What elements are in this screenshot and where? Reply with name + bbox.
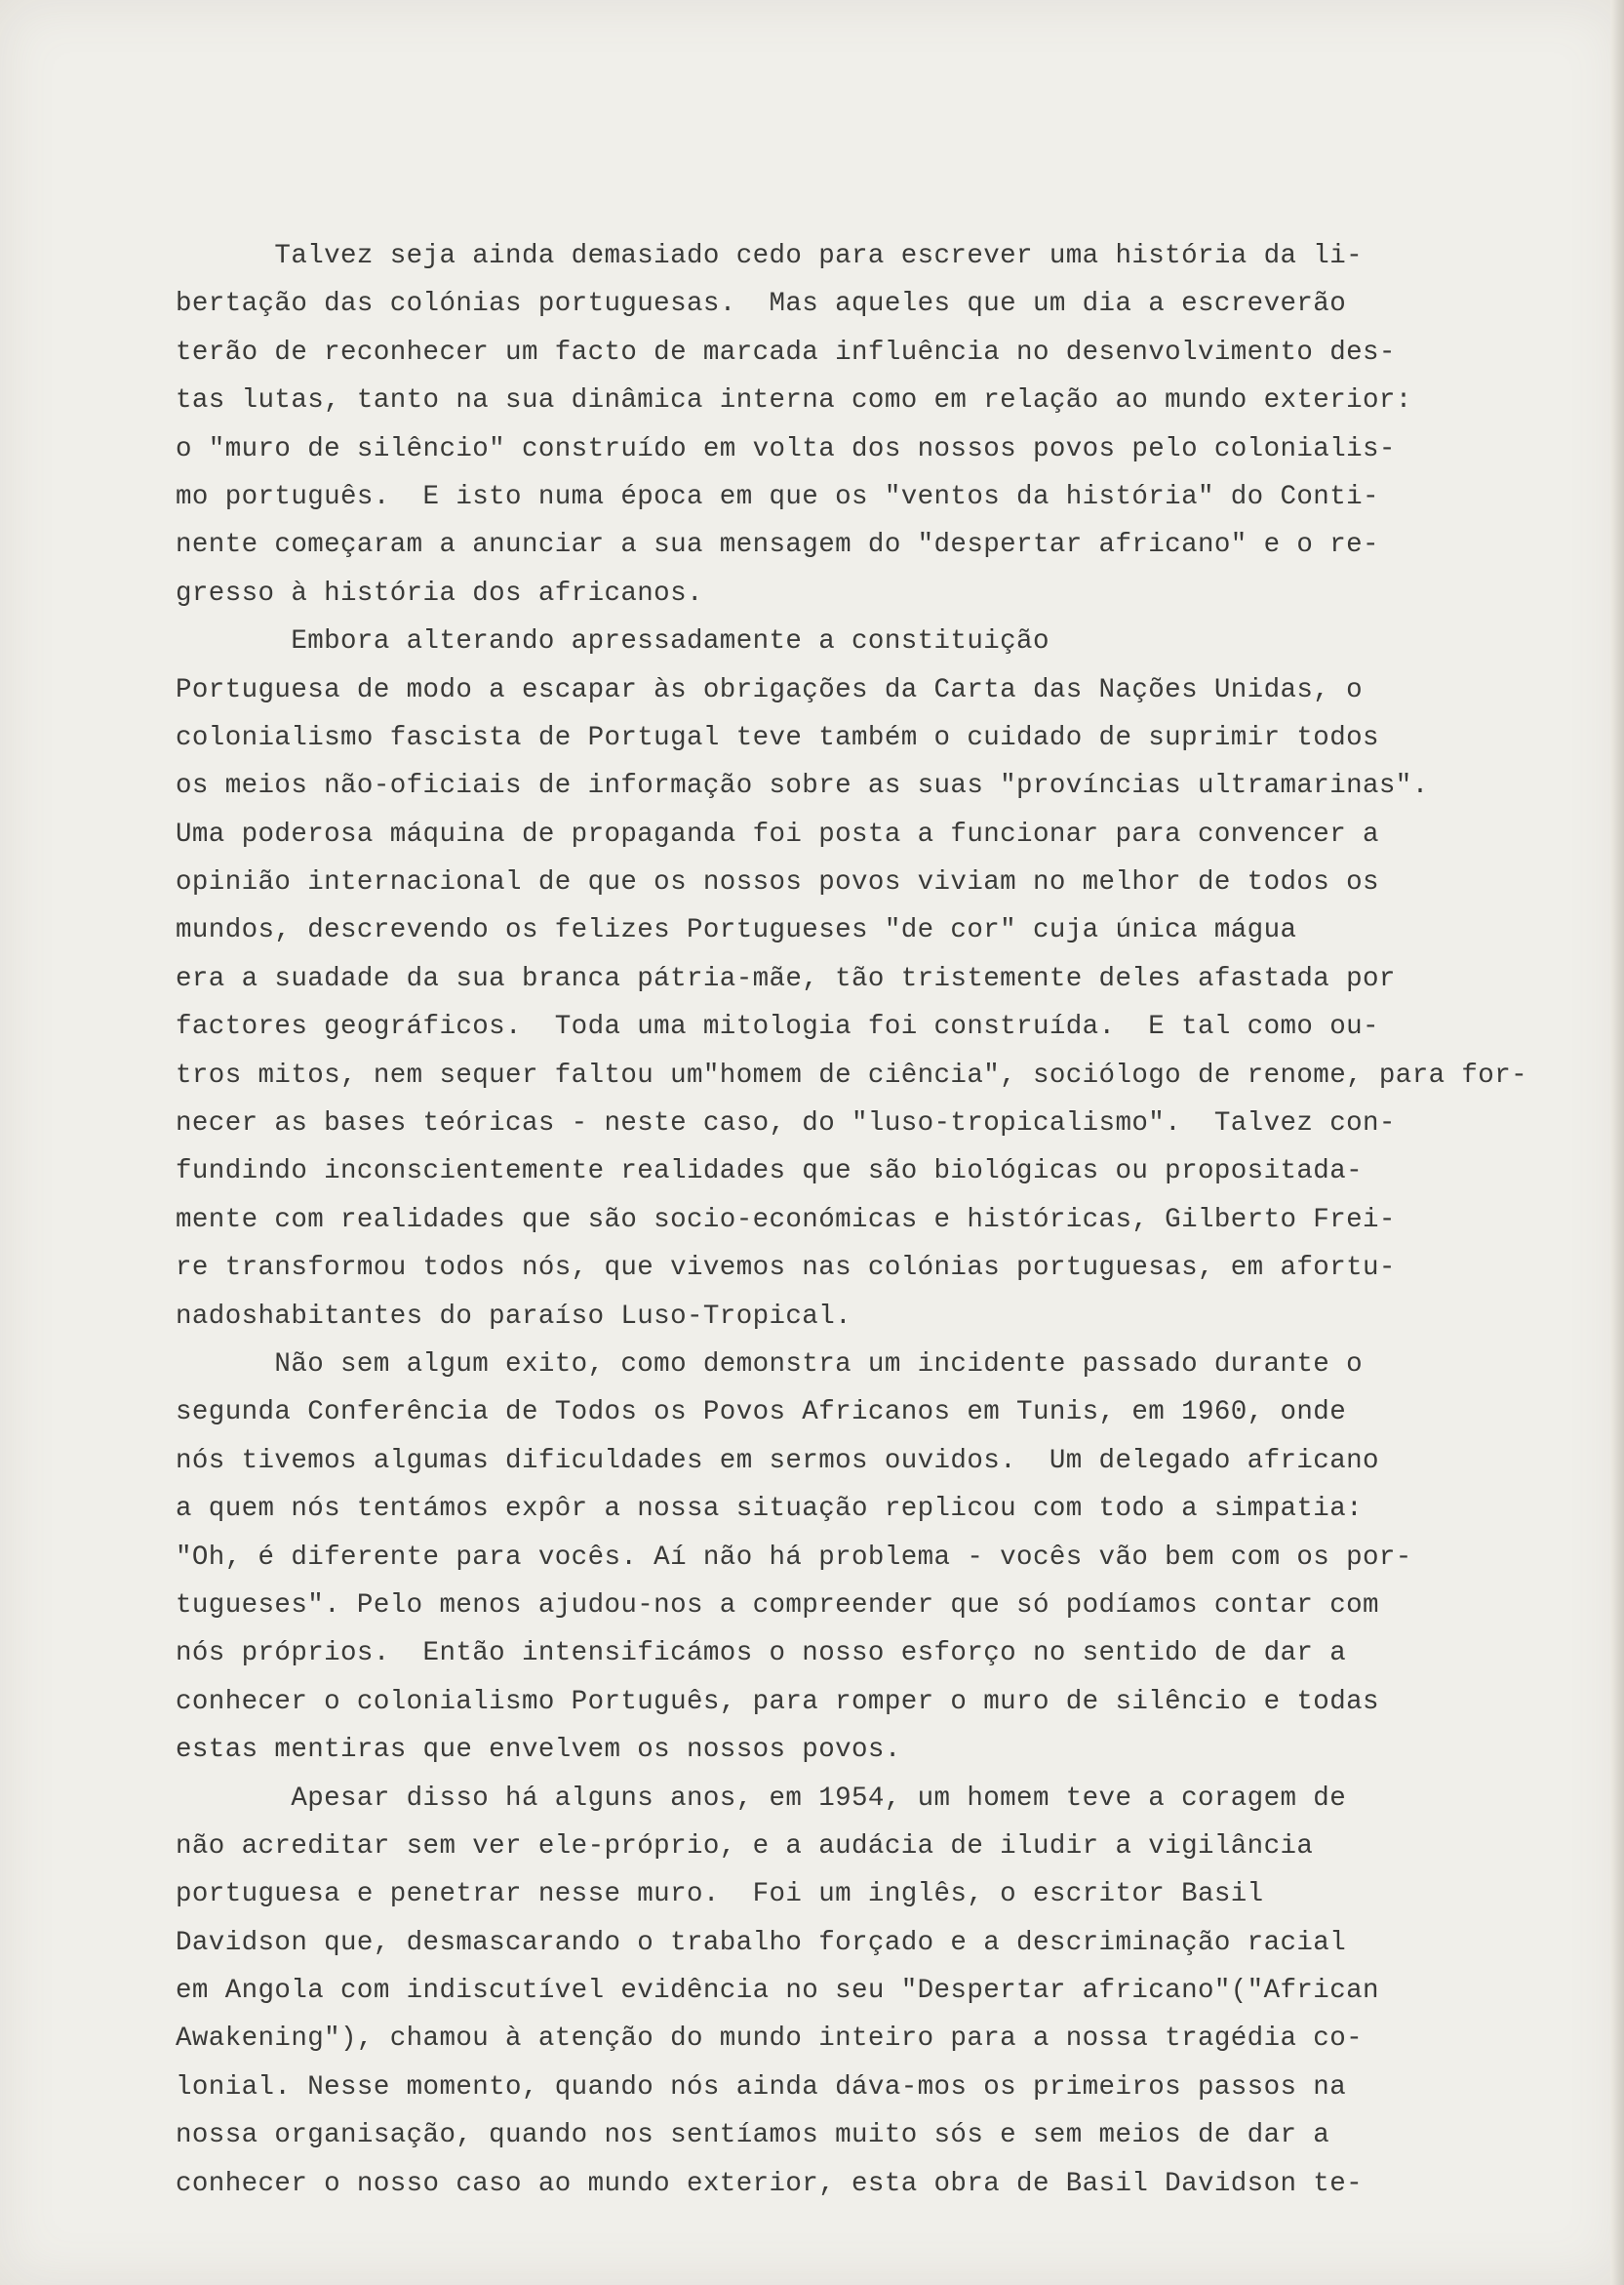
- text-line: opinião internacional de que os nossos povos viviam no melhor de todos os: [176, 867, 1379, 899]
- text-line: Talvez seja ainda demasiado cedo para escrever uma história da li-: [176, 241, 1363, 271]
- body-text: [176, 232, 1528, 2208]
- text-line: a quem nós tentámos expôr a nossa situação replicou com todo a simpatia:: [176, 1494, 1363, 1525]
- text-line: fundindo inconscientemente realidades que são biológicas ou propositada-: [176, 1156, 1363, 1187]
- text-line: Portuguesa de modo a escapar às obrigações da Carta das Nações Unidas, o: [176, 674, 1363, 705]
- text-line: mo português. E isto numa época em que os "ventos da história" do Conti-: [176, 481, 1379, 512]
- text-line: mente com realidades que são socio-económicas e históricas, Gilberto Frei-: [176, 1204, 1396, 1235]
- text-line: os meios não-oficiais de informação sobre as suas "províncias ultramarinas".: [176, 771, 1429, 802]
- text-line: em Angola com indiscutível evidência no seu "Despertar africano"("African: [176, 1976, 1379, 2007]
- text-line: factores geográficos. Toda uma mitologia foi construída. E tal como ou-: [176, 1012, 1379, 1043]
- text-line: necer as bases teóricas - neste caso, do "luso-tropicalismo". Talvez con-: [176, 1108, 1396, 1140]
- text-line: não acreditar sem ver ele-próprio, e a audácia de iludir a vigilância: [176, 1830, 1314, 1862]
- text-line: colonialismo fascista de Portugal teve também o cuidado de suprimir todos: [176, 722, 1379, 753]
- paragraph: [176, 1775, 1522, 2209]
- text-line: Awakening"), chamou à atenção do mundo inteiro para a nossa tragédia co-: [176, 2024, 1363, 2055]
- text-line: estas mentiras que envelvem os nossos povos.: [176, 1735, 901, 1766]
- text-line: Uma poderosa máquina de propaganda foi posta a funcionar para convencer a: [176, 819, 1379, 850]
- text-line: nossa organisação, quando nos sentíamos muito sós e sem meios de dar a: [176, 2120, 1330, 2151]
- text-line: tas lutas, tanto na sua dinâmica interna como em relação ao mundo exterior:: [176, 385, 1412, 417]
- text-line: Apesar disso há alguns anos, em 1954, um homem teve a coragem de: [176, 1783, 1347, 1814]
- text-line: portuguesa e penetrar nesse muro. Foi um inglês, o escritor Basil: [176, 1879, 1264, 1910]
- text-line: nós tivemos algumas dificuldades em sermos ouvidos. Um delegado africano: [176, 1445, 1379, 1476]
- text-line: tugueses". Pelo menos ajudou-nos a compreender que só podíamos contar com: [176, 1589, 1379, 1621]
- text-line: bertação das colónias portuguesas. Mas aqueles que um dia a escreverão: [176, 289, 1347, 320]
- text-line: nós próprios. Então intensificámos o nosso esforço no sentido de dar a: [176, 1638, 1347, 1669]
- text-line: lonial. Nesse momento, quando nós ainda dáva-mos os primeiros passos na: [176, 2071, 1347, 2103]
- text-line: conhecer o colonialismo Português, para romper o muro de silêncio e todas: [176, 1686, 1379, 1717]
- text-line: terão de reconhecer um facto de marcada influência no desenvolvimento des-: [176, 337, 1396, 368]
- text-line: Embora alterando apressadamente a constituição: [176, 626, 1050, 658]
- text-line: re transformou todos nós, que vivemos nas colónias portuguesas, em afortu-: [176, 1253, 1396, 1284]
- text-line: gresso à história dos africanos.: [176, 578, 703, 609]
- text-line: conhecer o nosso caso ao mundo exterior, esta obra de Basil Davidson te-: [176, 2168, 1363, 2199]
- text-line: Não sem algum exito, como demonstra um incidente passado durante o: [176, 1348, 1363, 1380]
- paragraph: [176, 1341, 1522, 1775]
- text-line: tros mitos, nem sequer faltou um"homem de ciência", sociólogo de renome, para for-: [176, 1060, 1528, 1091]
- text-line: nadoshabitantes do paraíso Luso-Tropical.: [176, 1301, 852, 1332]
- paragraph: [176, 618, 1528, 1341]
- text-line: mundos, descrevendo os felizes Portugueses "de cor" cuja única mágua: [176, 915, 1297, 946]
- text-line: era a suadade da sua branca pátria-mãe, tão tristemente deles afastada por: [176, 963, 1396, 994]
- text-line: o "muro de silêncio" construído em volta dos nossos povos pelo colonialis-: [176, 433, 1396, 464]
- text-line: nente começaram a anunciar a sua mensagem do "despertar africano" e o re-: [176, 530, 1379, 561]
- text-line: Davidson que, desmascarando o trabalho forçado e a descriminação racial: [176, 1927, 1347, 1958]
- text-line: segunda Conferência de Todos os Povos Africanos em Tunis, em 1960, onde: [176, 1397, 1347, 1428]
- page-edge: [1610, 0, 1624, 2285]
- paragraph: [176, 232, 1522, 618]
- text-line: "Oh, é diferente para vocês. Aí não há problema - vocês vão bem com os por-: [176, 1542, 1412, 1573]
